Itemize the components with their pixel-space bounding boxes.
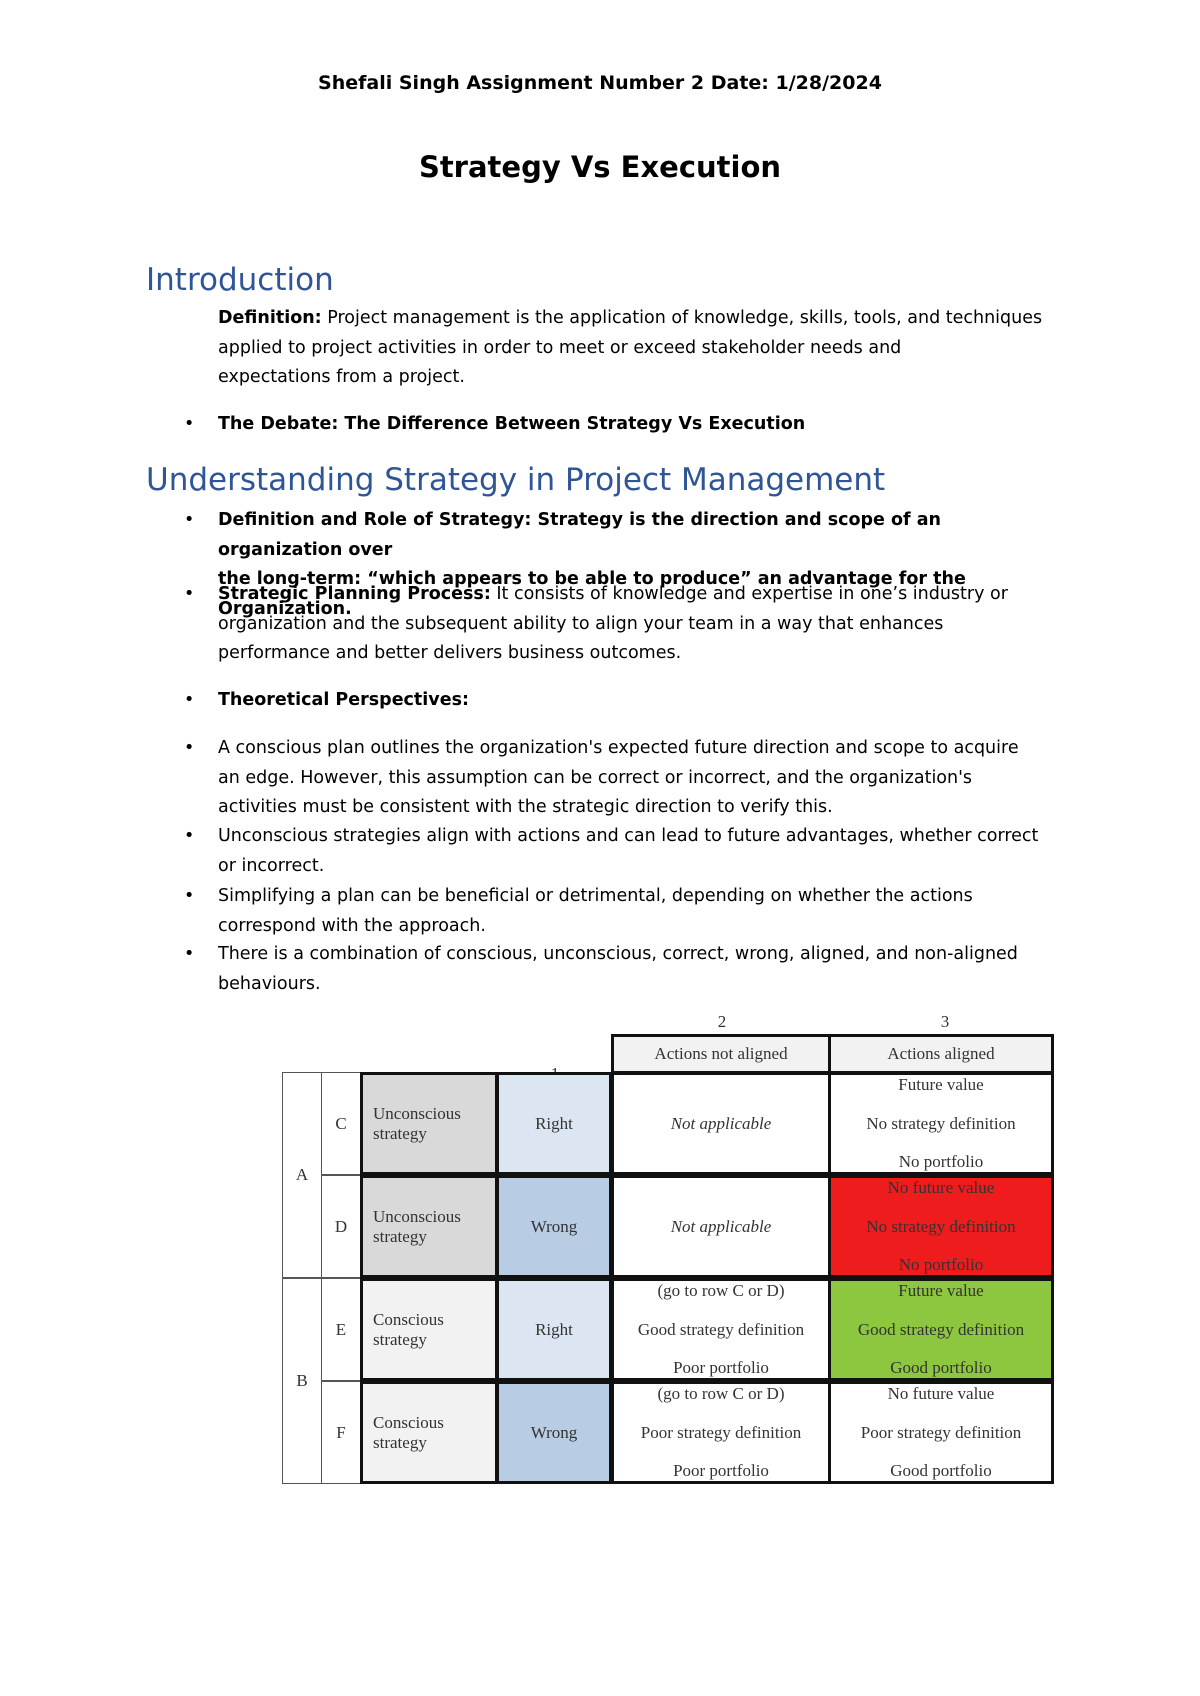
aligned-cell-text: Future value xyxy=(898,1075,984,1094)
theory-bullet-line: A conscious plan outlines the organization's expected future direction and scope to acquire xyxy=(218,738,1019,758)
column-header: Actions aligned xyxy=(828,1034,1054,1074)
strategy-cell xyxy=(360,1381,498,1484)
aligned-cell xyxy=(828,1175,1054,1278)
header-line: Shefali Singh Assignment Number 2 Date: 1/28/2024 xyxy=(318,72,882,94)
strategy-cell xyxy=(360,1072,498,1175)
aligned-cell-text: No future value xyxy=(887,1384,995,1403)
theory-bullet-item xyxy=(218,734,1068,823)
planning-label: Strategic Planning Process: xyxy=(218,584,491,604)
definition-text-2: applied to project activities in order to meet or exceed stakeholder needs and xyxy=(218,337,902,358)
strategy-line: strategy xyxy=(373,1123,427,1143)
column-number: 2 xyxy=(717,1012,727,1031)
theory-bullet-item xyxy=(218,940,1068,999)
theory-bullet-item xyxy=(218,882,1068,941)
not-aligned-cell-text: Good strategy definition xyxy=(637,1319,805,1339)
strategy-cell xyxy=(360,1278,498,1381)
row-letter: D xyxy=(321,1175,361,1278)
definition-label: Definition: xyxy=(218,308,322,328)
aligned-cell-text: No strategy definition xyxy=(866,1216,1016,1236)
planning-text-1: It consists of knowledge and expertise in one’s industry or xyxy=(490,584,1008,604)
result-cell: Wrong xyxy=(496,1381,612,1484)
theory-bullet-line: Unconscious strategies align with actions and can lead to future advantages, whether correct xyxy=(218,826,1039,846)
definition-text-1: Project management is the application of knowledge, skills, tools, and techniques xyxy=(321,308,1043,328)
strategy-line: strategy xyxy=(373,1226,427,1246)
planning-text-2: organization and the subsequent ability to align your team in a way that enhances xyxy=(218,613,944,634)
theory-bullet-line: correspond with the approach. xyxy=(218,915,486,936)
bullet-icon: • xyxy=(184,738,195,758)
theory-bullet-item xyxy=(218,822,1068,881)
not-aligned-cell xyxy=(611,1072,831,1175)
definition-paragraph xyxy=(218,304,1068,393)
not-aligned-cell-text: (go to row C or D) xyxy=(657,1281,785,1300)
theory-bullet-line: or incorrect. xyxy=(218,855,325,876)
debate-line: The Debate: The Difference Between Strategy Vs Execution xyxy=(218,414,806,434)
strategy-line: Unconscious xyxy=(373,1206,461,1226)
understanding-heading: Understanding Strategy in Project Management xyxy=(146,462,886,498)
aligned-cell-text: No portfolio xyxy=(898,1152,984,1171)
theory-bullet-line: behaviours. xyxy=(218,973,321,994)
aligned-cell-text: Good strategy definition xyxy=(857,1319,1025,1339)
not-aligned-cell-text: (go to row C or D) xyxy=(657,1384,785,1403)
bullet-icon: • xyxy=(184,414,195,434)
not-aligned-cell-text: Poor portfolio xyxy=(673,1358,769,1377)
aligned-cell-text: No strategy definition xyxy=(866,1113,1016,1133)
aligned-cell-text: Good portfolio xyxy=(890,1358,992,1377)
strategy-line: Unconscious xyxy=(373,1103,461,1123)
aligned-cell-text: No future value xyxy=(887,1178,995,1197)
not-aligned-cell xyxy=(611,1278,831,1381)
result-cell: Right xyxy=(496,1278,612,1381)
definition-text-3: expectations from a project. xyxy=(218,367,465,387)
bullet-icon: • xyxy=(184,510,195,530)
aligned-cell xyxy=(828,1278,1054,1381)
group-label: B xyxy=(282,1278,322,1484)
bullet-icon: • xyxy=(184,690,195,710)
strategy-line: strategy xyxy=(373,1329,427,1349)
aligned-cell-text: Poor strategy definition xyxy=(860,1422,1022,1442)
bullet-icon: • xyxy=(184,944,195,964)
not-aligned-cell-text: Not applicable xyxy=(670,1216,772,1236)
strategy-cell xyxy=(360,1175,498,1278)
aligned-cell-text: Good portfolio xyxy=(890,1461,992,1480)
theory-bullet-line: an edge. However, this assumption can be correct or incorrect, and the organization's xyxy=(218,767,973,788)
not-aligned-cell-text: Poor strategy definition xyxy=(640,1422,802,1442)
strategy-text xyxy=(373,1413,444,1453)
strategy-line: strategy xyxy=(373,1432,427,1452)
not-aligned-cell-text: Poor portfolio xyxy=(673,1461,769,1480)
row-letter: E xyxy=(321,1278,361,1381)
strategy-text xyxy=(373,1207,461,1247)
aligned-cell xyxy=(828,1381,1054,1484)
aligned-cell-text: No portfolio xyxy=(898,1255,984,1274)
bullet-icon: • xyxy=(184,584,195,604)
result-cell: Right xyxy=(496,1072,612,1175)
aligned-cell xyxy=(828,1072,1054,1175)
not-aligned-cell-text: Not applicable xyxy=(670,1113,772,1133)
bullet-icon: • xyxy=(184,886,195,906)
theory-bullet-line: activities must be consistent with the strategic direction to verify this. xyxy=(218,797,833,817)
group-label: A xyxy=(282,1072,322,1278)
introduction-heading: Introduction xyxy=(146,262,334,298)
theory-bullet-line: Simplifying a plan can be beneficial or detrimental, depending on whether the actions xyxy=(218,886,973,906)
column-number: 3 xyxy=(940,1012,950,1031)
planning-text-3: performance and better delivers business outcomes. xyxy=(218,643,682,663)
document-title: Strategy Vs Execution xyxy=(418,150,782,184)
role-line-1: Definition and Role of Strategy: Strategy is the direction and scope of an organization over xyxy=(218,510,941,560)
not-aligned-cell xyxy=(611,1381,831,1484)
bullet-icon: • xyxy=(184,826,195,846)
strategy-text xyxy=(373,1104,461,1144)
result-cell: Wrong xyxy=(496,1175,612,1278)
row-letter: F xyxy=(321,1381,361,1484)
planning-paragraph xyxy=(218,580,1068,669)
strategy-line: Conscious xyxy=(373,1309,444,1329)
not-aligned-cell xyxy=(611,1175,831,1278)
role-line-2: the long-term: “which appears to be able to produce” an advantage for the Organization. xyxy=(218,569,966,619)
column-header: Actions not aligned xyxy=(611,1034,831,1074)
theory-bullet-line: There is a combination of conscious, unconscious, correct, wrong, aligned, and non-aligned xyxy=(218,944,1018,964)
theory-label: Theoretical Perspectives: xyxy=(218,690,469,710)
row-letter: C xyxy=(321,1072,361,1175)
aligned-cell-text: Future value xyxy=(898,1281,984,1300)
strategy-text xyxy=(373,1310,444,1350)
strategy-line: Conscious xyxy=(373,1412,444,1432)
